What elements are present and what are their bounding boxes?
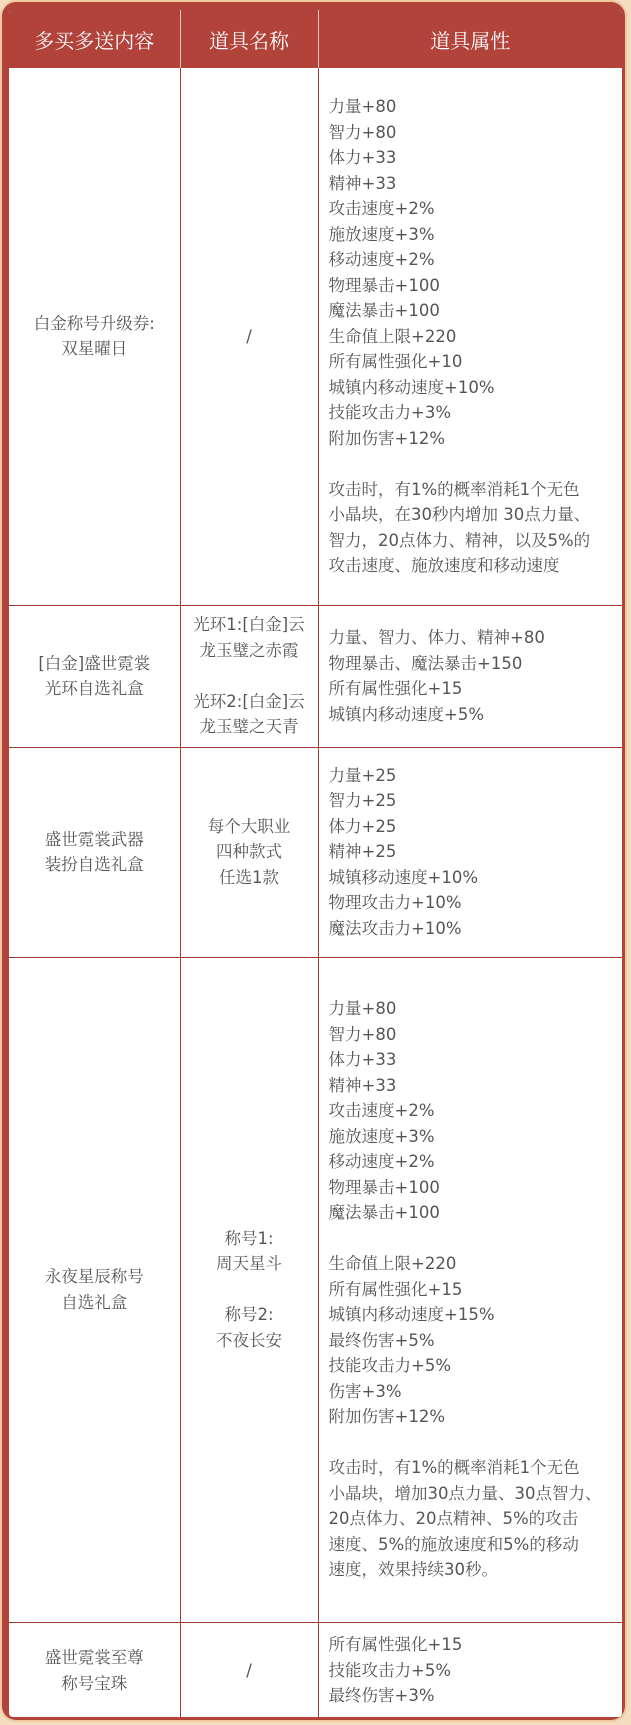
cell-line: 附加伤害+12% bbox=[328, 1407, 445, 1427]
cell-line: 称号宝珠 bbox=[61, 1673, 128, 1693]
cell-line: 智力+25 bbox=[328, 791, 397, 811]
cell-line: 四种款式 bbox=[216, 842, 282, 862]
cell-line: 力量+80 bbox=[328, 999, 397, 1019]
cell-line: 光环2:[白金]云 bbox=[193, 691, 305, 711]
table-row bbox=[9, 957, 622, 1622]
cell-line: 速度，效果持续30秒。 bbox=[328, 1560, 498, 1580]
cell-line: 任选1款 bbox=[219, 867, 279, 887]
table-row bbox=[9, 68, 622, 605]
cell-line: 20点体力、20点精神、5%的攻击 bbox=[328, 1509, 579, 1529]
content-cell bbox=[9, 68, 180, 605]
gift-table bbox=[9, 10, 622, 1717]
cell-line: / bbox=[246, 326, 252, 346]
cell-line: 所有属性强化+15 bbox=[328, 1279, 463, 1299]
cell-line: 装扮自选礼盒 bbox=[44, 855, 144, 874]
cell-line: 力量+80 bbox=[328, 97, 397, 116]
cell-line: 龙玉璧之天青 bbox=[199, 717, 299, 737]
cell-line: 攻击时，有1%的概率消耗1个无色 bbox=[328, 479, 580, 499]
cell-line: 物理暴击、魔法暴击+150 bbox=[328, 653, 523, 673]
content-cell bbox=[9, 1622, 180, 1717]
cell-line bbox=[182, 1277, 317, 1303]
cell-line: 城镇内移动速度+5% bbox=[328, 704, 485, 724]
attrs-cell bbox=[318, 605, 622, 747]
header-name: 道具名称 bbox=[180, 10, 318, 68]
cell-line bbox=[329, 1430, 622, 1456]
cell-line: 智力，20点体力、精神，以及5%的 bbox=[328, 530, 591, 550]
attrs-cell bbox=[318, 957, 622, 1622]
table-row bbox=[9, 747, 622, 957]
cell-line: 城镇内移动速度+15% bbox=[328, 1305, 495, 1325]
cell-line: 所有属性强化+15 bbox=[328, 1635, 463, 1655]
cell-line: 技能攻击力+5% bbox=[328, 1660, 452, 1680]
cell-line: 称号2: bbox=[224, 1305, 274, 1325]
cell-line: [白金]盛世霓裳 bbox=[38, 653, 151, 673]
cell-line: 称号1: bbox=[224, 1228, 274, 1248]
table-container bbox=[9, 10, 622, 1717]
cell-line: 智力+80 bbox=[328, 1024, 397, 1044]
cell-line: 光环1:[白金]云 bbox=[193, 615, 305, 635]
cell-line: 精神+33 bbox=[328, 173, 397, 193]
cell-line: 城镇移动速度+10% bbox=[328, 867, 478, 887]
header-row bbox=[9, 10, 622, 68]
name-cell bbox=[180, 68, 318, 605]
cell-line: 双星曜日 bbox=[61, 339, 128, 359]
cell-line: 物理攻击力+10% bbox=[328, 893, 462, 913]
table-row bbox=[9, 1622, 622, 1717]
cell-line: 精神+33 bbox=[328, 1075, 397, 1095]
header-attrs: 道具属性 bbox=[318, 10, 622, 68]
cell-line: 移动速度+2% bbox=[328, 1152, 435, 1172]
cell-line bbox=[329, 451, 622, 477]
content-cell bbox=[9, 747, 180, 957]
cell-line: 伤害+3% bbox=[328, 1381, 402, 1401]
cell-line: 小晶块，在30秒内增加 30点力量、 bbox=[328, 505, 591, 524]
cell-line: 最终伤害+3% bbox=[328, 1686, 435, 1706]
cell-line: 力量+25 bbox=[328, 765, 397, 785]
cell-line: 盛世霓裳武器 bbox=[44, 829, 144, 849]
content-cell bbox=[9, 957, 180, 1622]
name-cell bbox=[180, 605, 318, 747]
name-cell bbox=[180, 747, 318, 957]
attrs-cell bbox=[318, 747, 622, 957]
cell-line: 魔法暴击+100 bbox=[328, 301, 440, 320]
cell-line: 不夜长安 bbox=[216, 1330, 282, 1350]
header-content: 多买多送内容 bbox=[9, 10, 180, 68]
cell-line: 技能攻击力+5% bbox=[328, 1356, 452, 1376]
cell-line: 自选礼盒 bbox=[61, 1292, 128, 1312]
cell-line: / bbox=[246, 1660, 252, 1680]
name-cell bbox=[180, 957, 318, 1622]
cell-line: 攻击时，有1%的概率消耗1个无色 bbox=[328, 1458, 580, 1478]
cell-line: 技能攻击力+3% bbox=[328, 403, 452, 422]
cell-line: 每个大职业 bbox=[207, 816, 291, 836]
cell-line: 精神+25 bbox=[328, 842, 397, 862]
cell-line: 最终伤害+5% bbox=[328, 1330, 435, 1350]
cell-line: 施放速度+3% bbox=[328, 1126, 435, 1146]
cell-line: 周天星斗 bbox=[216, 1254, 282, 1274]
cell-line: 物理暴击+100 bbox=[328, 275, 440, 295]
cell-line: 龙玉璧之赤霞 bbox=[199, 640, 299, 660]
cell-line: 智力+80 bbox=[328, 122, 397, 142]
cell-line: 力量、智力、体力、精神+80 bbox=[328, 628, 545, 647]
cell-line: 盛世霓裳至尊 bbox=[44, 1648, 144, 1667]
cell-line: 体力+25 bbox=[328, 816, 397, 836]
cell-line: 生命值上限+220 bbox=[328, 326, 457, 346]
cell-line: 体力+33 bbox=[328, 148, 397, 167]
cell-line: 攻击速度、施放速度和移动速度 bbox=[328, 556, 560, 575]
cell-line: 攻击速度+2% bbox=[328, 1101, 435, 1121]
cell-line: 光环自选礼盒 bbox=[44, 679, 144, 698]
cell-line: 白金称号升级券: bbox=[33, 313, 155, 333]
cell-line: 速度、5%的施放速度和5%的移动 bbox=[328, 1534, 579, 1554]
cell-line bbox=[182, 663, 317, 689]
cell-line: 小晶块，增加30点力量、30点智力、 bbox=[328, 1483, 602, 1503]
attrs-cell bbox=[318, 68, 622, 605]
cell-line: 永夜星辰称号 bbox=[44, 1267, 144, 1286]
cell-line: 移动速度+2% bbox=[328, 250, 435, 269]
cell-line: 物理暴击+100 bbox=[328, 1177, 440, 1197]
cell-line: 施放速度+3% bbox=[328, 224, 435, 244]
cell-line: 攻击速度+2% bbox=[328, 199, 435, 218]
content-cell bbox=[9, 605, 180, 747]
cell-line: 生命值上限+220 bbox=[328, 1254, 457, 1274]
cell-line: 体力+33 bbox=[328, 1050, 397, 1070]
cell-line: 魔法攻击力+10% bbox=[328, 918, 462, 938]
cell-line: 魔法暴击+100 bbox=[328, 1203, 440, 1223]
cell-line: 附加伤害+12% bbox=[328, 428, 445, 448]
cell-line: 所有属性强化+15 bbox=[328, 679, 463, 698]
cell-line: 所有属性强化+10 bbox=[328, 352, 463, 371]
attrs-cell bbox=[318, 1622, 622, 1717]
name-cell bbox=[180, 1622, 318, 1717]
cell-line: 城镇内移动速度+10% bbox=[328, 377, 495, 397]
table-row bbox=[9, 605, 622, 747]
cell-line bbox=[329, 1226, 622, 1252]
